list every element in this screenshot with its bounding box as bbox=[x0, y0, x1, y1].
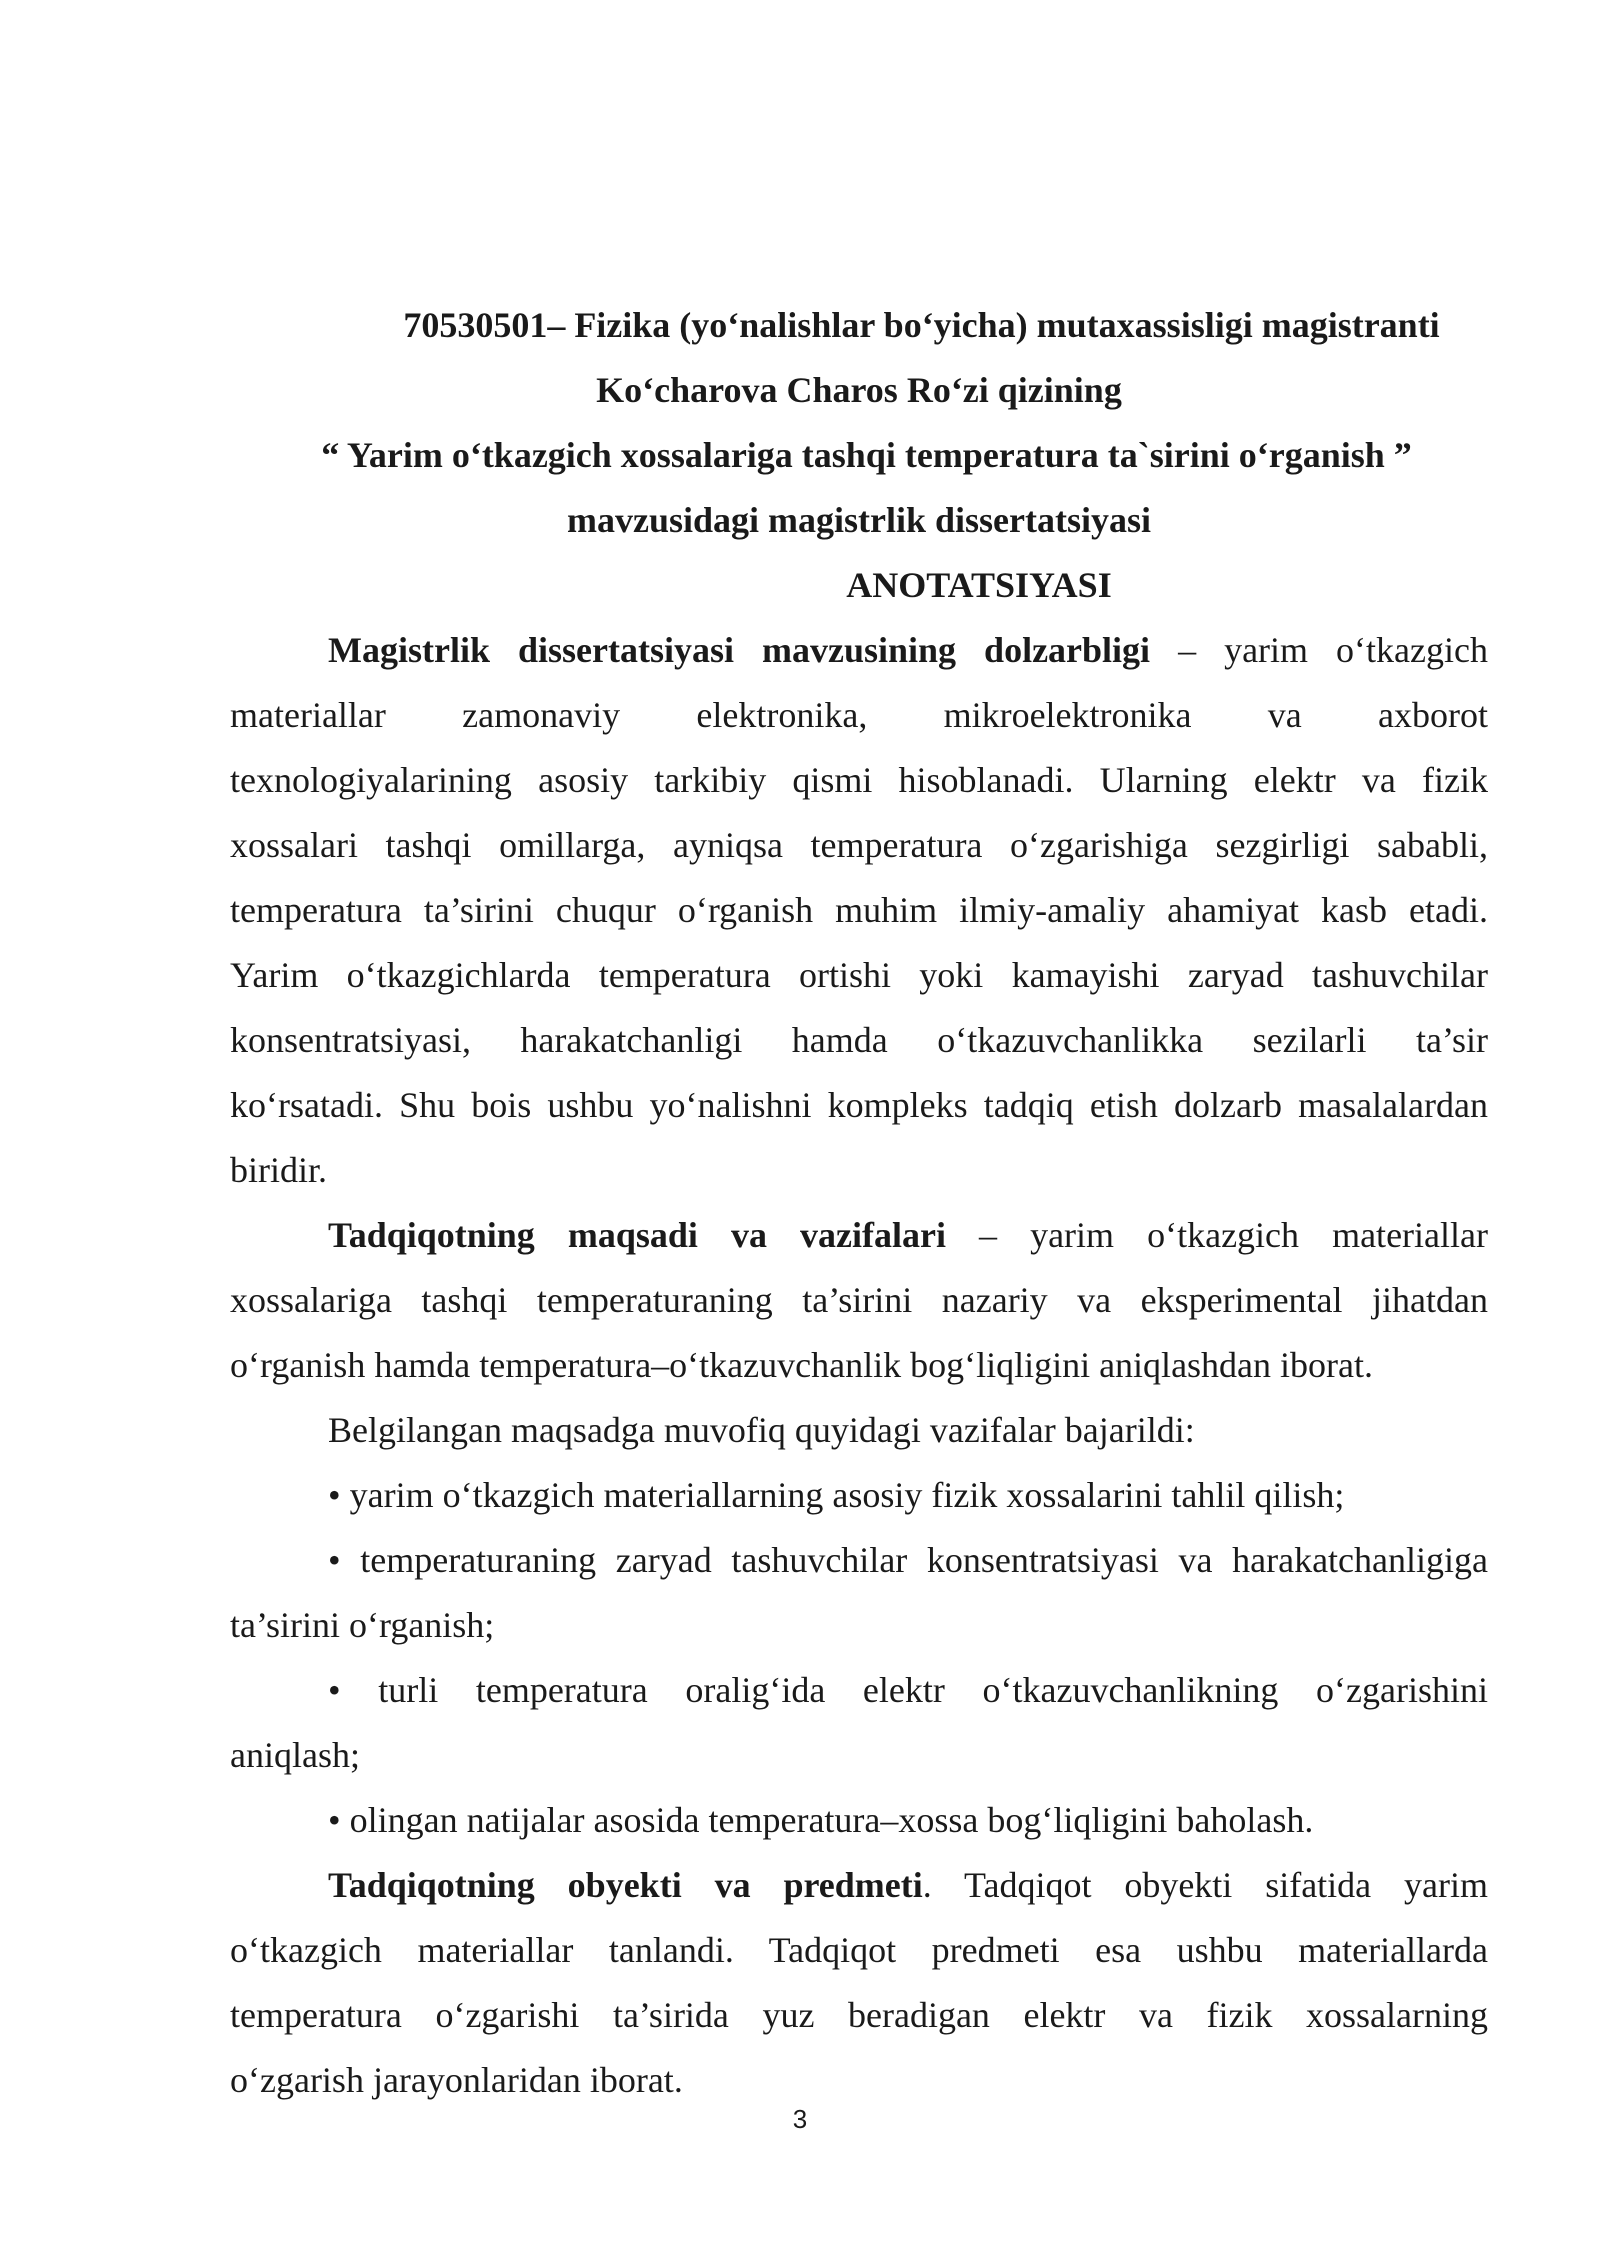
relevance-paragraph-line: materiallar zamonaviy elektronika, mikroelektronika va axborot bbox=[230, 695, 1488, 735]
header-topic-line: “ Yarim o‘tkazgich xossalariga tashqi temperatura ta`sirini o‘rganish ” bbox=[321, 435, 1412, 475]
object-text: . Tadqiqot obyekti sifatida yarim bbox=[922, 1865, 1488, 1905]
task-item-continuation: ta’sirini o‘rganish; bbox=[230, 1605, 495, 1645]
relevance-paragraph-line bbox=[230, 618, 1488, 683]
tasks-intro: Belgilangan maqsadga muvofiq quyidagi vazifalar bajarildi: bbox=[328, 1410, 1195, 1450]
object-paragraph-line: o‘zgarish jarayonlaridan iborat. bbox=[230, 2060, 683, 2100]
task-item: • turli temperatura oralig‘ida elektr o‘tkazuvchanlikning o‘zgarishini bbox=[328, 1670, 1488, 1710]
task-item: • yarim o‘tkazgich materiallarning asosiy fizik xossalarini tahlil qilish; bbox=[328, 1475, 1345, 1515]
task-item-continuation: aniqlash; bbox=[230, 1735, 360, 1775]
page-number: 3 bbox=[792, 2104, 808, 2134]
relevance-paragraph-line: xossalari tashqi omillarga, ayniqsa temperatura o‘zgarishiga sezgirligi sababli, bbox=[230, 825, 1488, 865]
document-title: ANOTATSIYASI bbox=[846, 565, 1112, 605]
relevance-paragraph-line: ko‘rsatadi. Shu bois ushbu yo‘nalishni kompleks tadqiq etish dolzarb masalalardan bbox=[230, 1085, 1488, 1125]
goals-heading: Tadqiqotning maqsadi va vazifalari bbox=[328, 1215, 946, 1255]
relevance-paragraph-line: Yarim o‘tkazgichlarda temperatura ortishi yoki kamayishi zaryad tashuvchilar bbox=[230, 955, 1488, 995]
task-item: • temperaturaning zaryad tashuvchilar konsentratsiyasi va harakatchanligiga bbox=[328, 1540, 1488, 1580]
goals-paragraph-line bbox=[230, 1203, 1488, 1268]
relevance-paragraph-line: texnologiyalarining asosiy tarkibiy qismi hisoblanadi. Ularning elektr va fizik bbox=[230, 760, 1488, 800]
document-body bbox=[230, 293, 1488, 2113]
relevance-paragraph-line: konsentratsiyasi, harakatchanligi hamda o‘tkazuvchanlikka sezilarli ta’sir bbox=[230, 1020, 1488, 1060]
task-item: • olingan natijalar asosida temperatura–xossa bog‘liqligini baholash. bbox=[328, 1800, 1314, 1840]
goals-paragraph-line: xossalariga tashqi temperaturaning ta’sirini nazariy va eksperimental jihatdan bbox=[230, 1280, 1488, 1320]
object-paragraph-line bbox=[230, 1853, 1488, 1918]
goals-text: – yarim o‘tkazgich materiallar bbox=[945, 1215, 1488, 1255]
object-paragraph-line: o‘tkazgich materiallar tanlandi. Tadqiqot predmeti esa ushbu materiallarda bbox=[230, 1930, 1488, 1970]
header-dissertation-line: mavzusidagi magistrlik dissertatsiyasi bbox=[566, 500, 1151, 540]
object-heading: Tadqiqotning obyekti va predmeti bbox=[328, 1865, 923, 1905]
header-author-line: Ko‘charova Charos Ro‘zi qizining bbox=[596, 370, 1122, 410]
relevance-heading: Magistrlik dissertatsiyasi mavzusining dolzarbligi bbox=[328, 630, 1151, 670]
relevance-paragraph-line: biridir. bbox=[230, 1150, 327, 1190]
header-specialty-line: 70530501– Fizika (yo‘nalishlar bo‘yicha) mutaxassisligi magistranti bbox=[403, 305, 1440, 345]
object-paragraph-line: temperatura o‘zgarishi ta’sirida yuz beradigan elektr va fizik xossalarning bbox=[230, 1995, 1488, 2035]
relevance-paragraph-line: temperatura ta’sirini chuqur o‘rganish muhim ilmiy-amaliy ahamiyat kasb etadi. bbox=[230, 890, 1488, 930]
relevance-text: – yarim o‘tkazgich bbox=[1150, 630, 1488, 670]
goals-paragraph-line: o‘rganish hamda temperatura–o‘tkazuvchanlik bog‘liqligini aniqlashdan iborat. bbox=[230, 1345, 1373, 1385]
